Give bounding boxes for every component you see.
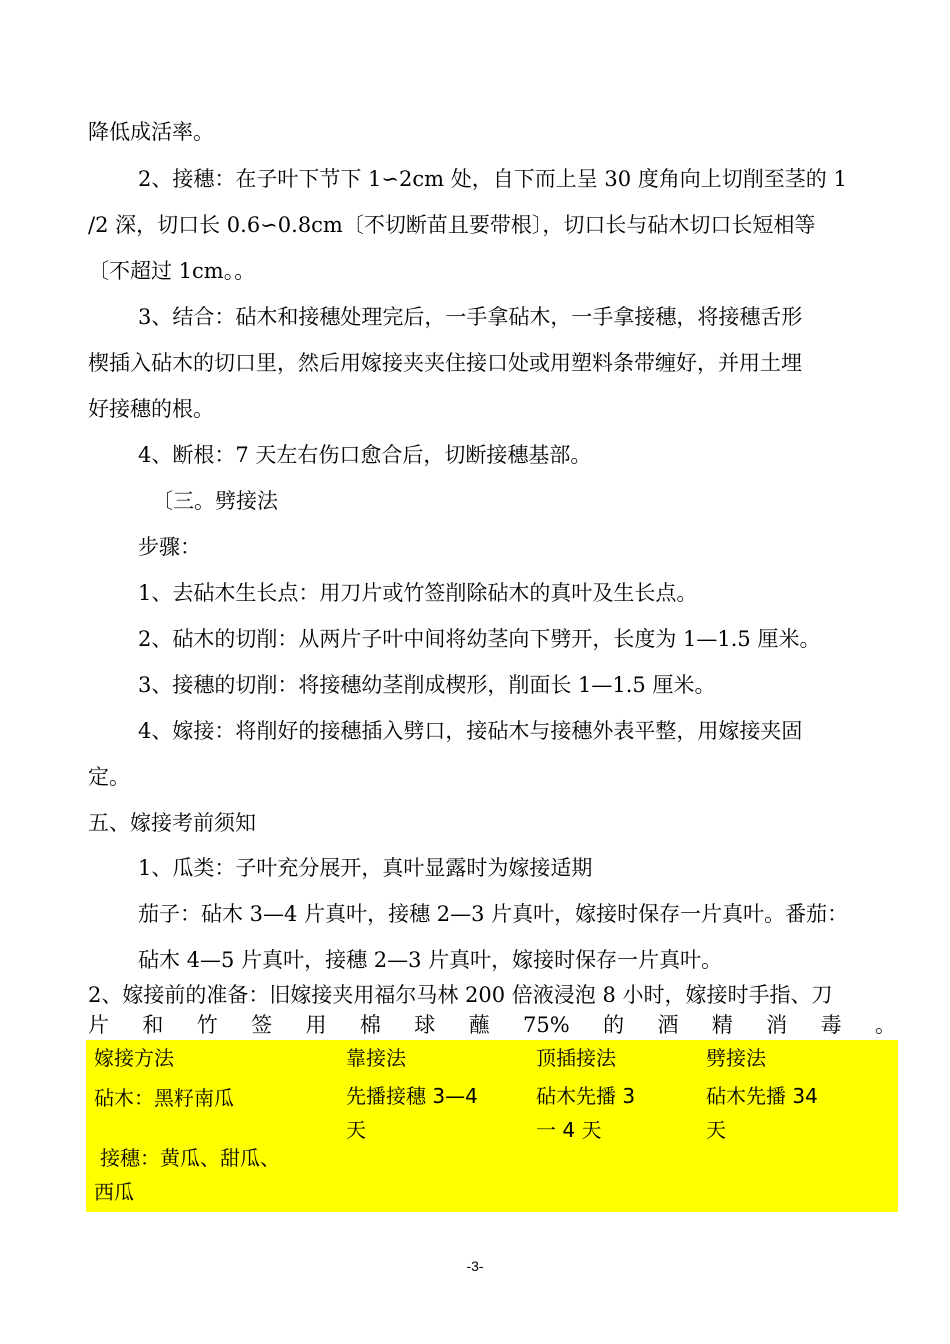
list-item: 4、嫁接：将削好的接穗插入劈口，接砧木与接穗外表平整，用嫁接夹固 bbox=[138, 719, 803, 743]
justified-word: 毒 bbox=[820, 1013, 842, 1037]
justified-word: 片 bbox=[88, 1013, 109, 1037]
section-heading: 五、嫁接考前须知 bbox=[88, 811, 256, 835]
justified-word: 酒 bbox=[657, 1013, 679, 1037]
justified-word: 消 bbox=[766, 1013, 788, 1037]
table-header-cell: 靠接法 bbox=[346, 1046, 406, 1070]
table-header-cell: 劈接法 bbox=[706, 1046, 766, 1070]
table-cell: 一 4 天 bbox=[536, 1118, 602, 1142]
paragraph-text: /2 深，切口长 0.6∽0.8cm〔不切断苗且要带根〕，切口长与砧木切口长短相等 bbox=[88, 213, 816, 237]
table-header-cell: 顶插接法 bbox=[536, 1046, 616, 1070]
justified-word: 的 bbox=[603, 1013, 625, 1037]
paragraph-text: 2、接穗：在子叶下节下 1∽2cm 处，自下而上呈 30 度角向上切削至茎的 1 bbox=[138, 167, 847, 191]
table-cell: 接穗：黄瓜、甜瓜、 bbox=[100, 1146, 280, 1170]
paragraph-text: 1、瓜类：子叶充分展开，真叶显露时为嫁接适期 bbox=[138, 856, 593, 880]
justified-word: 75% bbox=[523, 1013, 570, 1037]
paragraph-text: 3、结合：砧木和接穗处理完后，一手拿砧木，一手拿接穗，将接穗舌形 bbox=[138, 305, 803, 329]
paragraph-text: 4、断根：7 天左右伤口愈合后，切断接穗基部。 bbox=[138, 443, 592, 467]
paragraph-text: 步骤： bbox=[138, 535, 201, 559]
table-cell: 砧木先播 3 bbox=[536, 1084, 636, 1108]
justified-line bbox=[88, 1010, 896, 1040]
justified-word: 竹 bbox=[196, 1013, 218, 1037]
justified-word: 签 bbox=[251, 1013, 273, 1037]
table-cell: 天 bbox=[706, 1118, 726, 1142]
justified-word: 用 bbox=[305, 1013, 327, 1037]
list-item: 3、接穗的切削：将接穗幼茎削成楔形，削面长 1—1.5 厘米。 bbox=[138, 673, 716, 697]
list-item: 2、砧木的切削：从两片子叶中间将幼茎向下劈开，长度为 1—1.5 厘米。 bbox=[138, 627, 821, 651]
paragraph-text: 〔不超过 1cm。。 bbox=[88, 259, 256, 283]
paragraph-text: 砧木 4—5 片真叶，接穗 2—3 片真叶，嫁接时保存一片真叶。 bbox=[138, 948, 723, 972]
grafting-table bbox=[86, 1040, 898, 1212]
list-item: 1、去砧木生长点：用刀片或竹签削除砧木的真叶及生长点。 bbox=[138, 581, 698, 605]
paragraph-text: 好接穗的根。 bbox=[88, 397, 214, 421]
paragraph-text: 降低成活率。 bbox=[88, 120, 214, 144]
paragraph-text: 2、嫁接前的准备：旧嫁接夹用福尔马林 200 倍液浸泡 8 小时，嫁接时手指、刀 bbox=[88, 983, 833, 1007]
page-number: -3- bbox=[466, 1258, 484, 1274]
justified-word: 球 bbox=[414, 1013, 436, 1037]
table-header-cell: 嫁接方法 bbox=[94, 1046, 174, 1070]
justified-word: 。 bbox=[874, 1013, 896, 1037]
paragraph-text: 茄子：砧木 3—4 片真叶，接穗 2—3 片真叶，嫁接时保存一片真叶。番茄： bbox=[138, 902, 849, 926]
table-cell: 砧木：黑籽南瓜 bbox=[94, 1086, 234, 1110]
table-cell: 天 bbox=[346, 1118, 366, 1142]
section-heading: 〔三。劈接法 bbox=[152, 489, 278, 513]
justified-word: 精 bbox=[711, 1013, 733, 1037]
table-cell: 先播接穗 3—4 bbox=[346, 1084, 478, 1108]
list-item: 定。 bbox=[88, 765, 130, 789]
table-cell: 西瓜 bbox=[94, 1180, 134, 1204]
table-cell: 砧木先播 34 bbox=[706, 1084, 818, 1108]
paragraph-text: 楔插入砧木的切口里，然后用嫁接夹夹住接口处或用塑料条带缠好，并用土埋 bbox=[88, 351, 802, 375]
justified-word: 蘸 bbox=[468, 1013, 490, 1037]
justified-word: 和 bbox=[142, 1013, 164, 1037]
justified-word: 棉 bbox=[359, 1013, 381, 1037]
